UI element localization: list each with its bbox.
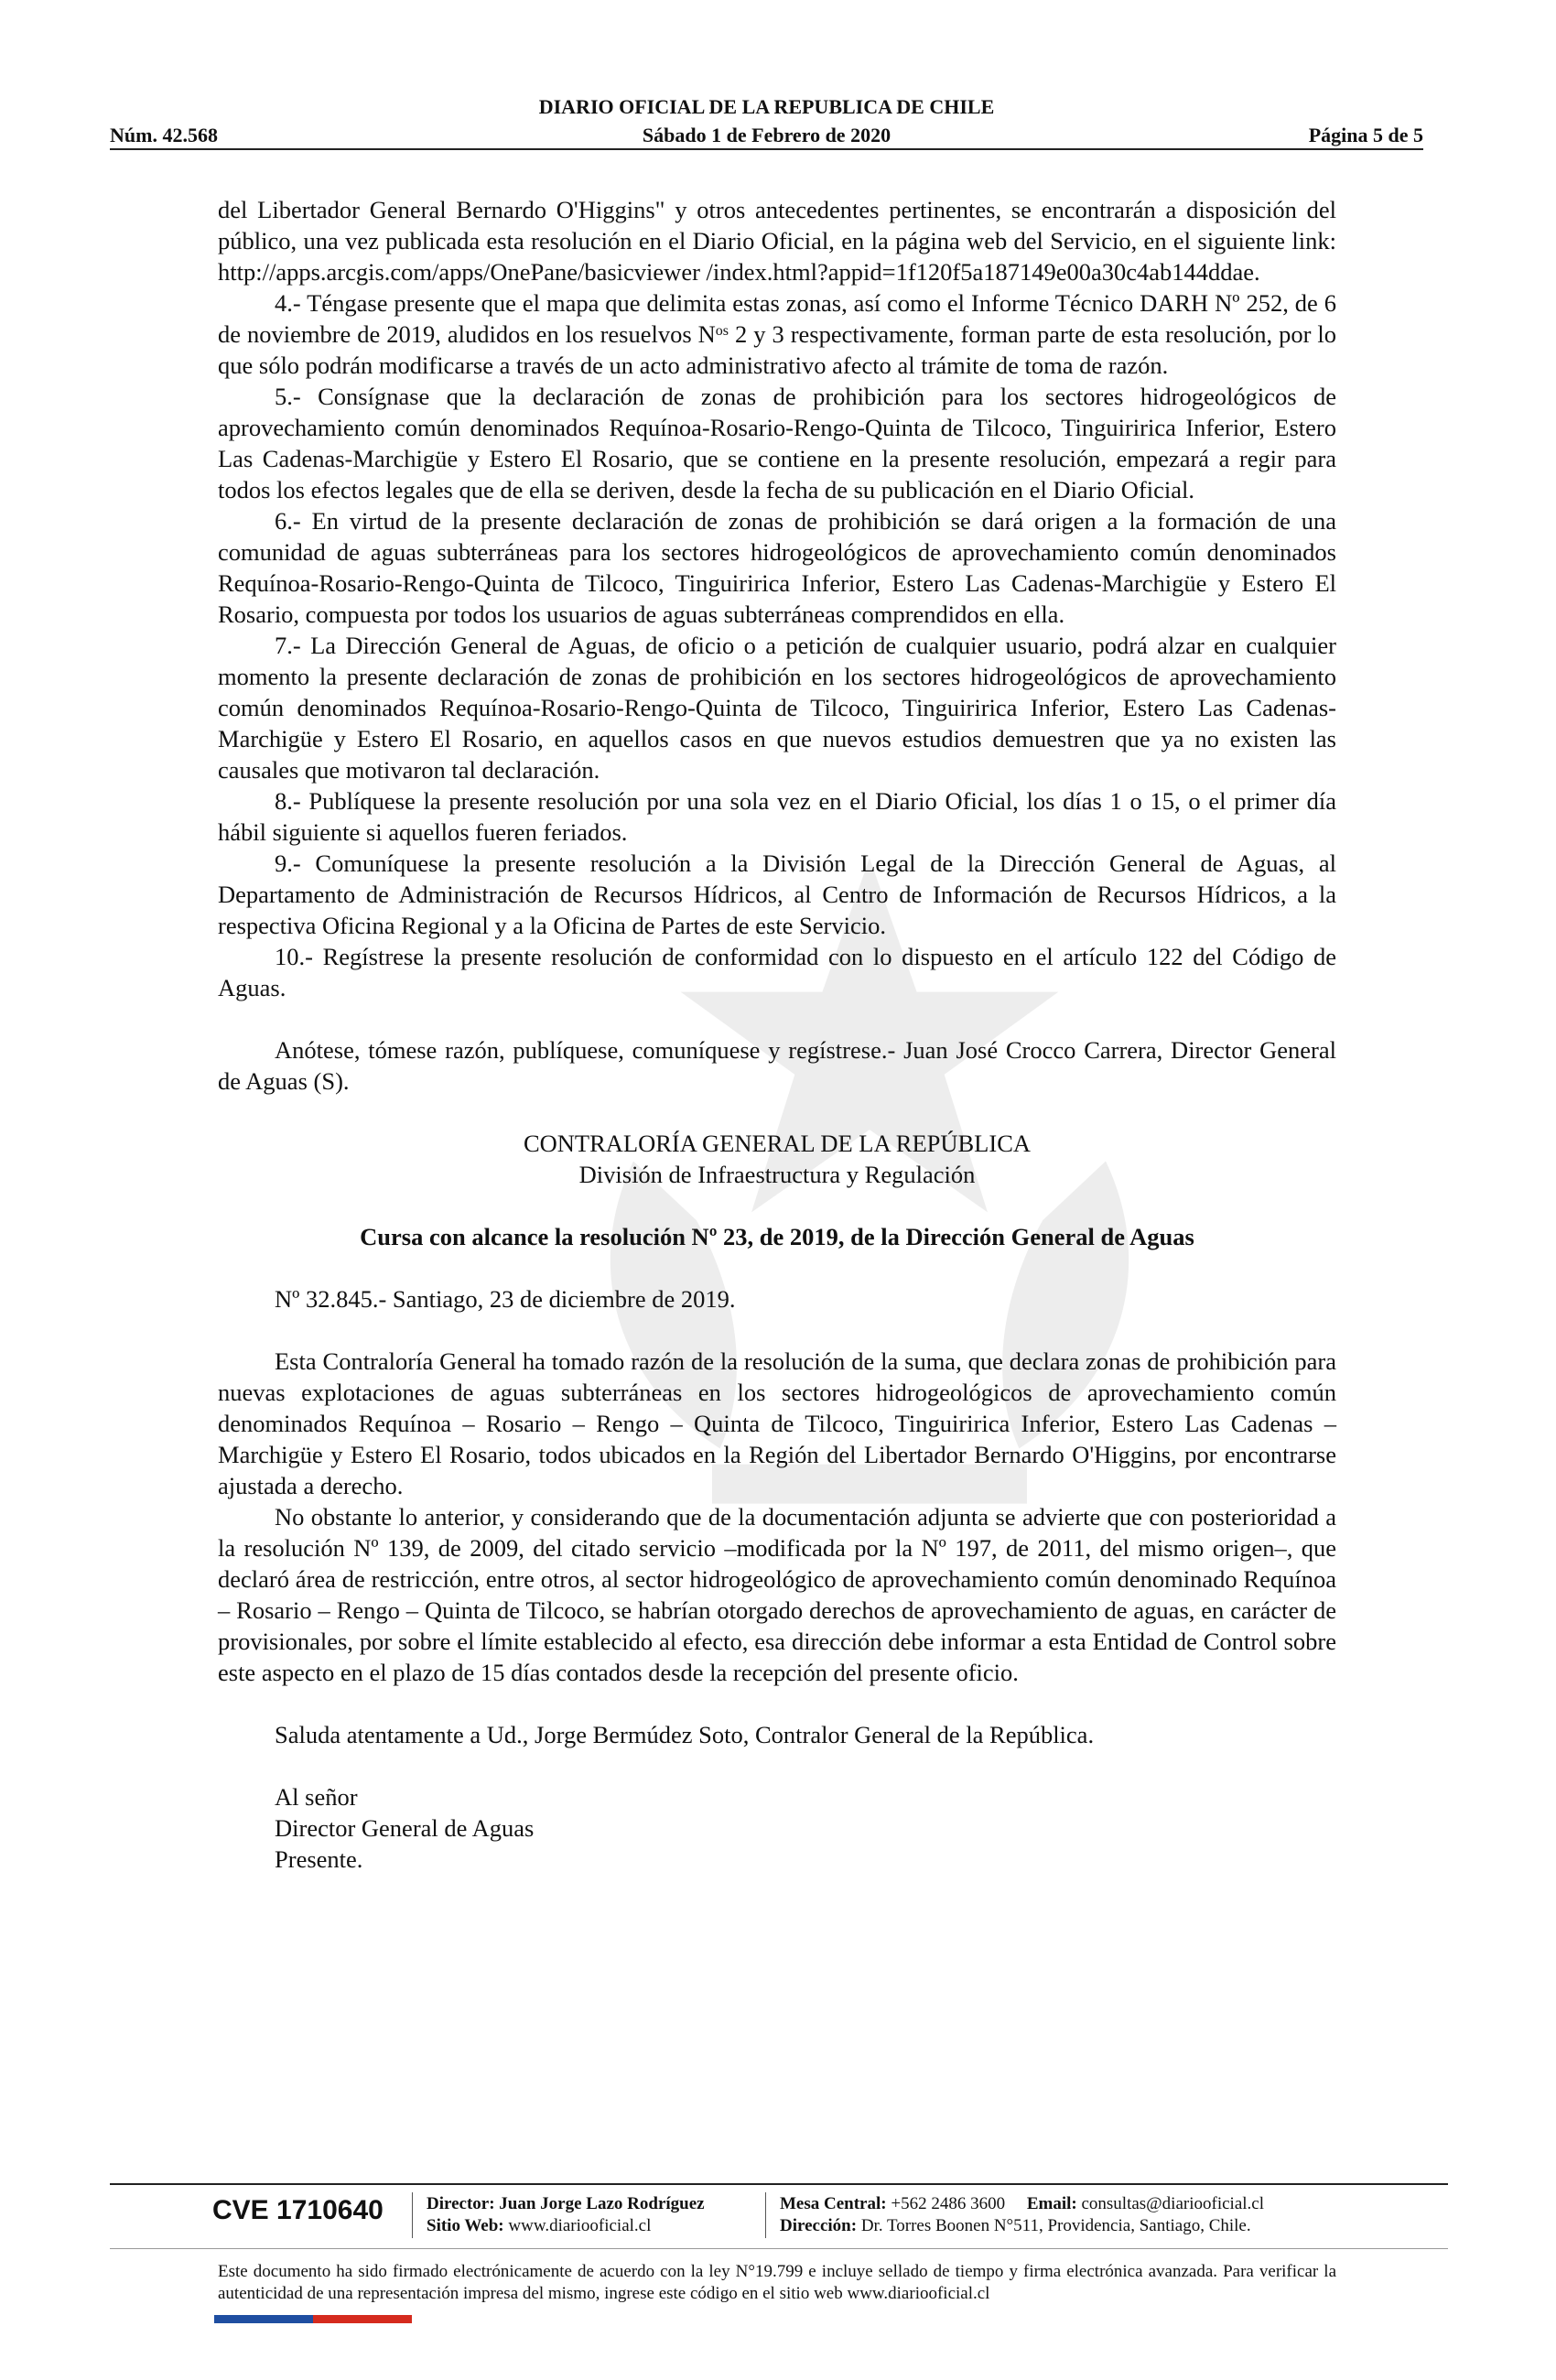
contraloria-paragraph-1: Esta Contraloría General ha tomado razón de la resolución de la suma, que declara zonas de prohibición para nuevas explotaciones de aguas subterráneas en los sectores hidrogeológicos de aprovechamiento común denominados Requínoa – Rosario – Rengo – Quinta de Tilcoco, Tinguiririca Inferior, Estero Las Cadenas – Marchigüe y Estero El Rosario, todos ubicados en la Región del Libertador Bernardo O'Higgins, por encontrarse ajustada a derecho. <box>218 1347 1336 1499</box>
contraloria-paragraph-2: No obstante lo anterior, y considerando que de la documentación adjunta se advierte que con posterioridad a la resolución Nº 139, de 2009, del citado servicio –modificada por la Nº 197, de 2011, del mismo origen–, que declaró área de restricción, entre otros, al sector hidrogeológico de aprovechamiento común denominado Requínoa – Rosario – Rengo – Quinta de Tilcoco, se habrían otorgado derechos de aprovechamiento de aguas, en carácter de provisionales, por sobre el límite establecido al efecto, esa dirección debe informar a esta Entidad de Control sobre este aspecto en el plazo de 15 días contados desde la recepción del presente oficio. <box>218 1503 1336 1686</box>
flag-stripe <box>214 2315 412 2323</box>
phone-number: +562 2486 3600 <box>891 2194 1006 2213</box>
legal-notice: Este documento ha sido firmado electrónicamente de acuerdo con la ley N°19.799 e incluye sellado de tiempo y firma electrónica avanzada. Para verificar la autenticidad de una representación impresa del mismo, ingrese este código en el sitio web www.diariooficial.cl <box>218 2262 1336 2303</box>
paragraph-8: 8.- Publíquese la presente resolución por una sola vez en el Diario Oficial, los días 1 o 15, o el primer día hábil siguiente si aquellos fueren feriados. <box>218 787 1336 846</box>
email-label: Email: <box>1026 2194 1077 2213</box>
address-label: Dirección: <box>780 2216 858 2235</box>
paragraph-intro: del Libertador General Bernardo O'Higgins" y otros antecedentes pertinentes, se encontrarán a disposición del público, una vez publicada esta resolución en el Diario Oficial, en la página web del Servicio, en el siguiente link: http://apps.arcgis.com/apps/OnePane/basicviewer /index.html?appid=1f120f5a187149e00a30c4ab144ddae. <box>218 196 1336 286</box>
header-divider <box>110 148 1423 150</box>
website-link[interactable]: www.diariooficial.cl <box>508 2216 652 2235</box>
closing-formula: Anótese, tómese razón, publíquese, comuníquese y regístrese.- Juan José Crocco Carrera, Director General de Aguas (S). <box>218 1036 1336 1095</box>
contraloria-salutation: Saluda atentamente a Ud., Jorge Bermúdez Soto, Contralor General de la República. <box>275 1721 1095 1748</box>
flag-red-segment <box>313 2315 412 2323</box>
paragraph-4-text-a: 4.- Téngase presente que el mapa que delimita estas zonas, así como el Informe Técnico DARH Nº 252, de 6 de noviembre de 2019, aludidos en los resuelvos N <box>218 289 1336 348</box>
footer-separator <box>765 2192 766 2238</box>
contraloria-title: CONTRALORÍA GENERAL DE LA REPÚBLICA <box>523 1130 1032 1157</box>
page-header <box>110 92 1423 156</box>
addressee-line-1: Al señor <box>275 1783 358 1811</box>
email-link[interactable]: consultas@diariooficial.cl <box>1081 2194 1264 2213</box>
issue-date: Sábado 1 de Febrero de 2020 <box>642 124 891 146</box>
issue-number: Núm. 42.568 <box>110 124 218 146</box>
cve-code: CVE 1710640 <box>212 2195 384 2225</box>
paragraph-9: 9.- Comuníquese la presente resolución a la División Legal de la Dirección General de Aguas, al Departamento de Administración de Recursos Hídricos, al Centro de Información de Recursos Hídricos, a la respectiva Oficina Regional y a la Oficina de Partes de este Servicio. <box>218 849 1336 939</box>
director-name: Juan Jorge Lazo Rodríguez <box>499 2194 705 2213</box>
contraloria-heading: Cursa con alcance la resolución Nº 23, de 2019, de la Dirección General de Aguas <box>360 1223 1194 1250</box>
footer-contact-block <box>780 2193 1264 2237</box>
flag-blue-segment <box>214 2315 313 2323</box>
address-text: Dr. Torres Boonen N°511, Providencia, Santiago, Chile. <box>860 2216 1251 2235</box>
paragraph-6: 6.- En virtud de la presente declaración de zonas de prohibición se dará origen a la formación de una comunidad de aguas subterráneas para los sectores hidrogeológicos de aprovechamiento común denominados Requínoa-Rosario-Rengo-Quinta de Tilcoco, Tinguiririca Inferior, Estero Las Cadenas-Marchigüe y Estero El Rosario, compuesta por todos los usuarios de aguas subterráneas comprendidos en ella. <box>218 507 1336 628</box>
paragraph-5: 5.- Consígnase que la declaración de zonas de prohibición para los sectores hidrogeológicos de aprovechamiento común denominados Requínoa-Rosario-Rengo-Quinta de Tilcoco, Tinguiririca Inferior, Estero Las Cadenas-Marchigüe y Estero El Rosario, que se contiene en la presente resolución, empezará a regir para todos los efectos legales que de ella se deriven, desde la fecha de su publicación en el Diario Oficial. <box>218 383 1336 503</box>
addressee-line-3: Presente. <box>275 1845 363 1873</box>
footer-separator <box>412 2192 413 2238</box>
contraloria-division: División de Infraestructura y Regulación <box>578 1161 976 1188</box>
footer-divider <box>110 2183 1448 2185</box>
website-label: Sitio Web: <box>427 2216 504 2235</box>
director-label: Director: <box>427 2194 495 2213</box>
paragraph-4-superscript: os <box>715 323 729 339</box>
footer-divider <box>110 2248 1448 2249</box>
contraloria-number: Nº 32.845.- Santiago, 23 de diciembre de 2019. <box>275 1285 736 1313</box>
paragraph-4-text-b: 2 y 3 respectivamente, forman parte de esta resolución, por lo que sólo podrán modificarse a través de un acto administrativo afecto al trámite de toma de razón. <box>218 320 1337 379</box>
newspaper-title: DIARIO OFICIAL DE LA REPUBLICA DE CHILE <box>538 95 995 118</box>
addressee-line-2: Director General de Aguas <box>275 1814 535 1842</box>
page-indicator: Página 5 de 5 <box>1308 124 1423 146</box>
paragraph-4 <box>218 287 1336 381</box>
phone-label: Mesa Central: <box>780 2194 887 2213</box>
document-body <box>218 194 1336 1875</box>
paragraph-10: 10.- Regístrese la presente resolución de conformidad con lo dispuesto en el artículo 122 del Código de Aguas. <box>218 943 1336 1001</box>
footer-director-block <box>427 2193 705 2237</box>
paragraph-7: 7.- La Dirección General de Aguas, de oficio o a petición de cualquier usuario, podrá alzar en cualquier momento la presente declaración de zonas de prohibición en los sectores hidrogeológicos de aprovechamiento común denominados Requínoa-Rosario-Rengo-Quinta de Tilcoco, Tinguiririca Inferior, Estero Las Cadenas-Marchigüe y Estero El Rosario, en aquellos casos en que nuevos estudios demuestren que ya no existen las causales que motivaron tal declaración. <box>218 632 1336 784</box>
